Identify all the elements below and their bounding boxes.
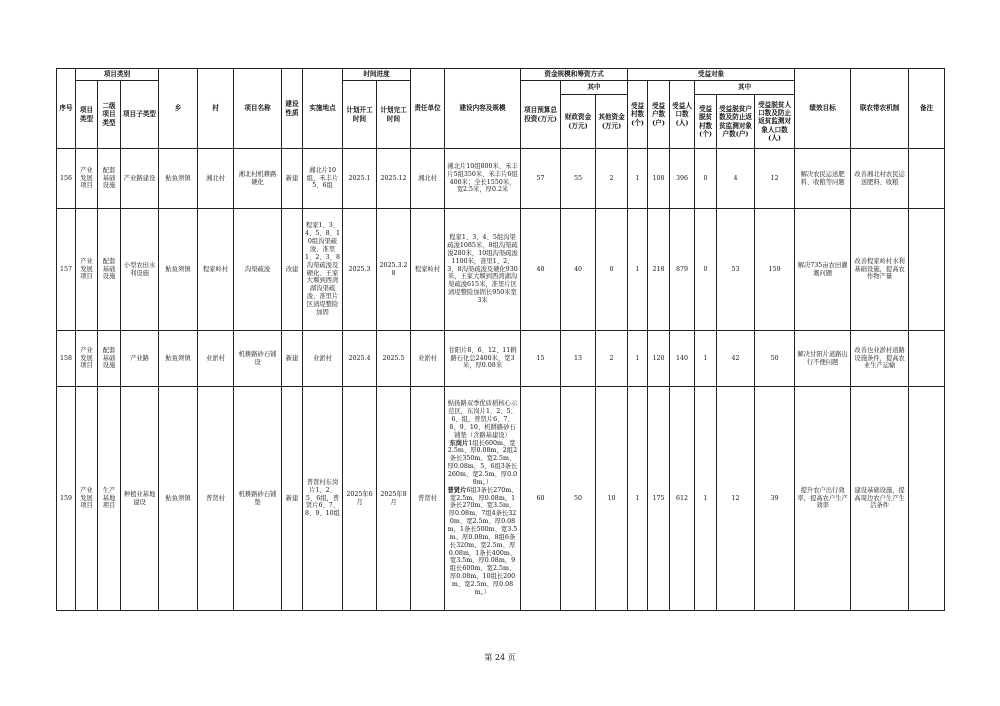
cell-poor-household: 42 — [717, 331, 755, 387]
cell-content — [445, 387, 521, 611]
cell-poor-village: 1 — [695, 331, 717, 387]
cell-remark — [909, 387, 945, 611]
header-ben-household: 受益户数(户) — [648, 81, 670, 149]
cell-fiscal: 50 — [561, 387, 596, 611]
header-ben-village: 受益村数(个) — [628, 81, 648, 149]
cell-sub2: 配套基础设施 — [98, 209, 121, 331]
cell-village: 业淤村 — [198, 331, 234, 387]
project-table — [56, 68, 945, 611]
cell-location: 普贤村东岗片1、2、5、6组，普贤片6、7、8、9、10组 — [303, 387, 343, 611]
table-row — [57, 331, 945, 387]
header-ben-population: 受益人口数(人) — [670, 81, 695, 149]
cell-location: 湘北片10组，禾丰片5、6组 — [303, 149, 343, 209]
cell-town: 鲇鱼须镇 — [159, 331, 198, 387]
cell-remark — [909, 149, 945, 209]
cell-remark — [909, 331, 945, 387]
header-among2: 其中 — [695, 81, 795, 95]
cell-name: 湘北村机耕路硬化 — [234, 149, 282, 209]
cell-ben-village: 1 — [628, 387, 648, 611]
header-town: 乡 — [159, 69, 198, 149]
cell-fiscal: 13 — [561, 331, 596, 387]
cell-end: 2025.3.28 — [377, 209, 411, 331]
cell-budget: 15 — [521, 331, 561, 387]
header-category: 项目类别 — [76, 69, 159, 81]
cell-end: 2025.5 — [377, 331, 411, 387]
content-intro: 鲇扬路双季优质稻核心示范区，东岗片1、2、5、6、组，普贤片6、7、8、9、10、机耕路砂石铺垫（含路基建设） — [447, 400, 518, 439]
cell-goal: 解决735亩农田灌溉问题 — [795, 209, 851, 331]
cell-ben-household: 108 — [648, 149, 670, 209]
cell-poor-household: 4 — [717, 149, 755, 209]
cell-start: 2025.1 — [343, 149, 377, 209]
header-unit: 责任单位 — [411, 69, 445, 149]
content-label-puxian: 普贤片 — [447, 486, 467, 494]
cell-subtype: 产业路 — [121, 331, 159, 387]
header-other: 其他资金(万元) — [596, 95, 628, 149]
header-sub2: 二级项目类型 — [98, 81, 121, 149]
cell-nature: 改建 — [282, 209, 303, 331]
cell-village: 程家岭村 — [198, 209, 234, 331]
cell-mechanism: 改善程家岭村水利基础设施，提高农作物产量 — [851, 209, 909, 331]
cell-ben-village: 1 — [628, 149, 648, 209]
cell-goal: 解决农民运送肥料、收粮等问题 — [795, 149, 851, 209]
cell-poor-household: 12 — [717, 387, 755, 611]
cell-goal: 提升农户出行效率，提高农户生产效率 — [795, 387, 851, 611]
cell-poor-population: 159 — [755, 209, 795, 331]
cell-poor-household: 53 — [717, 209, 755, 331]
cell-other: 0 — [596, 209, 628, 331]
cell-village: 湘北村 — [198, 149, 234, 209]
header-benefit: 受益对象 — [628, 69, 795, 81]
cell-seq: 158 — [57, 331, 76, 387]
cell-seq: 159 — [57, 387, 76, 611]
header-nature: 建设性质 — [282, 69, 303, 149]
header-subtype: 项目子类型 — [121, 81, 159, 149]
cell-sub2: 生产基地项目 — [98, 387, 121, 611]
cell-unit: 业淤村 — [411, 331, 445, 387]
cell-remark — [909, 209, 945, 331]
cell-mechanism: 改善也业淤村道路设施条件，提高农业生产运输 — [851, 331, 909, 387]
header-poor-village: 受益脱贫村数(个) — [695, 95, 717, 149]
cell-type: 产业发展项目 — [76, 331, 98, 387]
cell-nature: 新建 — [282, 387, 303, 611]
header-fund: 资金规模和筹资方式 — [521, 69, 628, 81]
cell-unit: 普贤村 — [411, 387, 445, 611]
header-end: 计划完工时间 — [377, 81, 411, 149]
table-row — [57, 149, 945, 209]
cell-poor-village: 1 — [695, 387, 717, 611]
cell-poor-village: 0 — [695, 209, 717, 331]
header-poor-population: 受益脱贫人口数及防止返贫监测对象人口数(人) — [755, 95, 795, 149]
header-budget: 项目预算总投资(万元) — [521, 81, 561, 149]
cell-poor-population: 39 — [755, 387, 795, 611]
cell-subtype: 种植业基地建设 — [121, 387, 159, 611]
header-location: 实施地点 — [303, 69, 343, 149]
cell-mechanism: 改善湘北村农民运送肥料、收粮 — [851, 149, 909, 209]
cell-content: 湘北片10组800米、禾丰片5组350米、禾丰片6组400米；全长1550米，宽2.5米，厚0.2米 — [445, 149, 521, 209]
cell-ben-village: 1 — [628, 331, 648, 387]
cell-fiscal: 40 — [561, 209, 596, 331]
cell-subtype: 小型农田水利设施 — [121, 209, 159, 331]
cell-sub2: 配套基础设施 — [98, 331, 121, 387]
cell-end: 2025年8月 — [377, 387, 411, 611]
cell-name: 沟渠疏浚 — [234, 209, 282, 331]
cell-poor-village: 0 — [695, 149, 717, 209]
cell-other: 2 — [596, 331, 628, 387]
cell-poor-population: 50 — [755, 331, 795, 387]
cell-ben-household: 120 — [648, 331, 670, 387]
cell-type: 产业发展项目 — [76, 149, 98, 209]
cell-start: 2025年6月 — [343, 387, 377, 611]
cell-ben-population: 612 — [670, 387, 695, 611]
cell-ben-population: 879 — [670, 209, 695, 331]
cell-fiscal: 55 — [561, 149, 596, 209]
cell-content: 程家1、3、4、5组沟渠疏浚1085米，8组沟渠疏浚280米，10组沟渠疏浚1100米，准里1、2、3、8沟渠疏浚及硬化930米，王家大堰到西湾湖沟渠疏浚615米，准里片区渍堤整险加固长950米宽3米 — [445, 209, 521, 331]
cell-other: 10 — [596, 387, 628, 611]
header-time: 时间进度 — [343, 69, 411, 81]
cell-ben-household: 175 — [648, 387, 670, 611]
cell-type: 产业发展项目 — [76, 387, 98, 611]
cell-subtype: 产业路建设 — [121, 149, 159, 209]
cell-location: 业淤村 — [303, 331, 343, 387]
cell-town: 鲇鱼须镇 — [159, 209, 198, 331]
header-fiscal: 财政资金(万元) — [561, 95, 596, 149]
cell-seq: 156 — [57, 149, 76, 209]
header-goal: 绩效目标 — [795, 69, 851, 149]
header-type: 项目类型 — [76, 81, 98, 149]
header-name: 项目名称 — [234, 69, 282, 149]
cell-ben-population: 140 — [670, 331, 695, 387]
header-village: 村 — [198, 69, 234, 149]
cell-other: 2 — [596, 149, 628, 209]
cell-poor-population: 12 — [755, 149, 795, 209]
header-poor-household: 受益脱贫户数及防止返贫监测对象户数(户) — [717, 95, 755, 149]
cell-ben-population: 396 — [670, 149, 695, 209]
cell-town: 鲇鱼须镇 — [159, 387, 198, 611]
cell-budget: 57 — [521, 149, 561, 209]
cell-ben-household: 218 — [648, 209, 670, 331]
cell-unit: 湘北村 — [411, 149, 445, 209]
header-start: 计划开工时间 — [343, 81, 377, 149]
cell-town: 鲇鱼须镇 — [159, 149, 198, 209]
cell-type: 产业发展项目 — [76, 209, 98, 331]
cell-budget: 60 — [521, 387, 561, 611]
header-among: 其中 — [561, 81, 628, 95]
cell-budget: 40 — [521, 209, 561, 331]
cell-sub2: 配套基础设施 — [98, 149, 121, 209]
cell-location: 程家1、3、4、5、8、10组沟渠疏浚、准里1、2、3、8沟渠疏浚及硬化、王家大堰到西湾湖沟渠疏浚、准里片区渍堤整险加固 — [303, 209, 343, 331]
cell-nature: 新建 — [282, 331, 303, 387]
content-label-dongang: 东岗片 — [449, 439, 469, 447]
cell-ben-village: 1 — [628, 209, 648, 331]
content-dongang: 1组长600m、宽2.5m、厚0.08m，2组2条长350m、宽2.5m、厚0.08m，5、6组3条长260m、宽2.5m、厚0.08m。） — [447, 439, 518, 486]
cell-seq: 157 — [57, 209, 76, 331]
header-seq: 序号 — [57, 69, 76, 149]
header-remark: 备注 — [909, 69, 945, 149]
header-content: 建设内容及规模 — [445, 69, 521, 149]
cell-goal: 解决甘阳片道路出行不便问题 — [795, 331, 851, 387]
table-row — [57, 209, 945, 331]
page-number: 第 24 页 — [484, 653, 516, 662]
cell-start: 2025.4 — [343, 331, 377, 387]
cell-unit: 程家岭村 — [411, 209, 445, 331]
header-mechanism: 联农带农机制 — [851, 69, 909, 149]
cell-mechanism: 建设基础设施，提高周边农户生产生活条件 — [851, 387, 909, 611]
cell-village: 普贤村 — [198, 387, 234, 611]
table-row — [57, 387, 945, 611]
cell-content: 甘阳片8、6、12、11耕路石化总2400米，宽3米，厚0.08米 — [445, 331, 521, 387]
cell-name: 机耕路砂石铺垫 — [234, 387, 282, 611]
cell-start: 2025.3 — [343, 209, 377, 331]
cell-end: 2025.12 — [377, 149, 411, 209]
cell-name: 机耕路砂石铺设 — [234, 331, 282, 387]
cell-nature: 新建 — [282, 149, 303, 209]
content-puxian: 6组3条长270m、宽2.5m、厚0.08m，1条长270m、宽3.5m、厚0.08m，7组4条长320m、宽2.5m、厚0.08m，1条长500m、宽3.5m、厚0.08m，8组6条长320m、宽2.5m、厚0.08m，1条长400m、宽3.5m、厚0.08m，9组长600m、宽2.5m、厚0.08m，10组长200m、宽2.5m、厚0.08m。） — [447, 486, 518, 596]
